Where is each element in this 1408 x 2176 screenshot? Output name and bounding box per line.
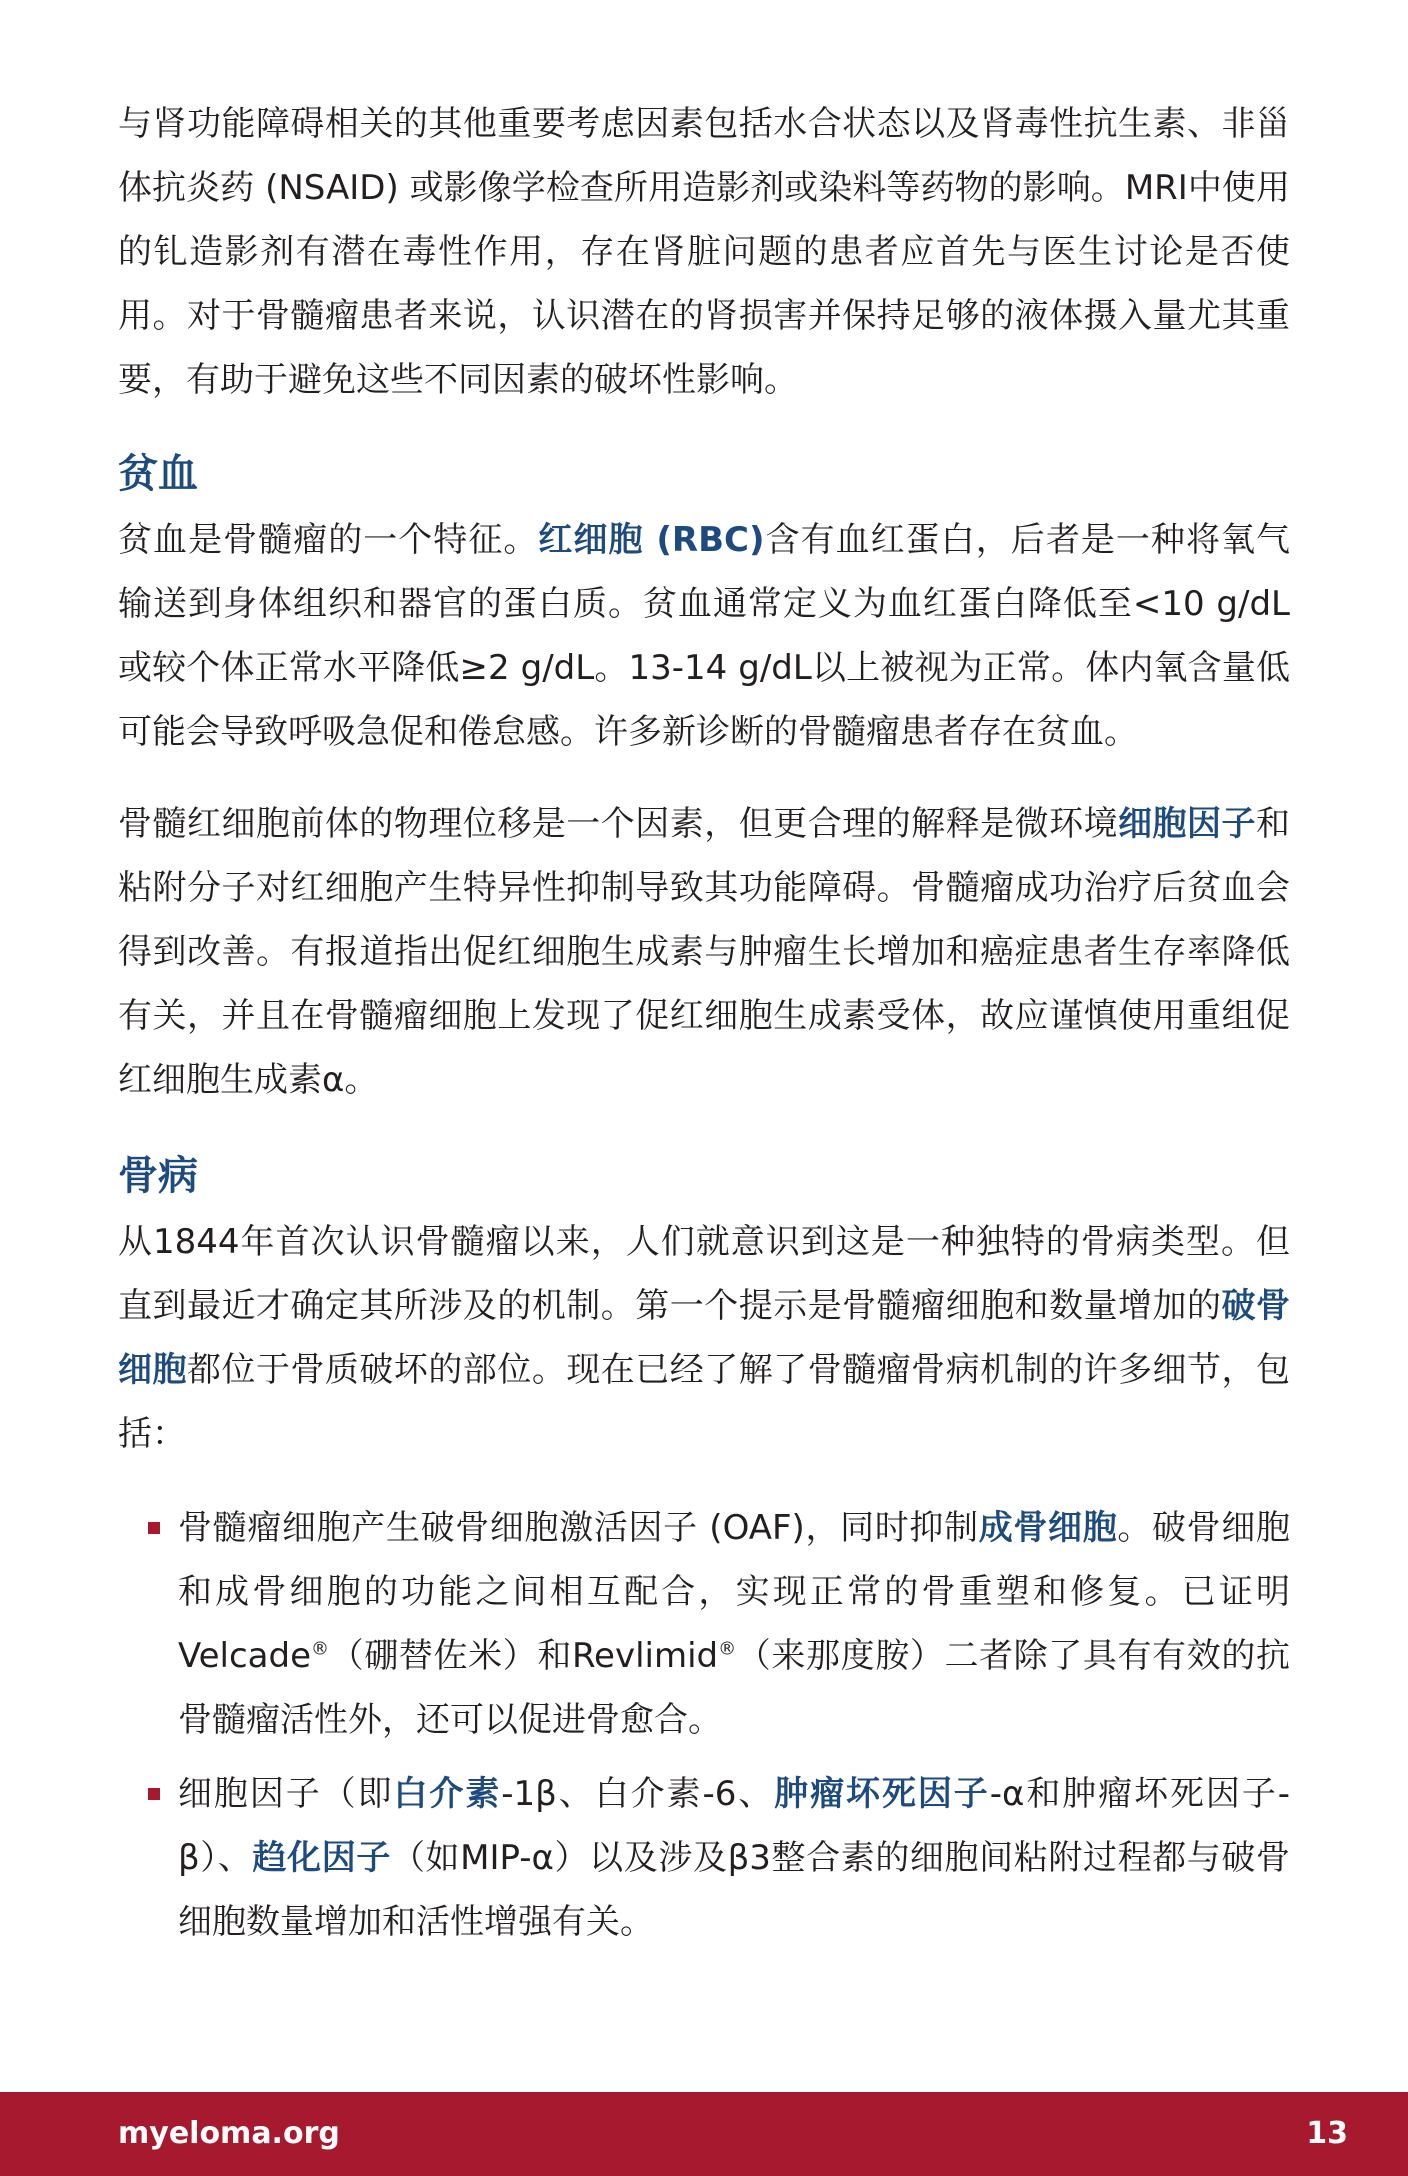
square-bullet-icon	[148, 1788, 160, 1800]
glossary-term-osteoclast[interactable]: 破骨细胞	[118, 1286, 1291, 1390]
page-content	[118, 92, 1290, 1954]
glossary-term-interleukin[interactable]: 白介素	[393, 1774, 502, 1814]
intro-paragraph: 与肾功能障碍相关的其他重要考虑因素包括水合状态以及肾毒性抗生素、非甾体抗炎药 (NSAID) 或影像学检查所用造影剂或染料等药物的影响。MRI中使用的钆造影剂有潜在毒性作用，存在肾脏问题的患者应首先与医生讨论是否使用。对于骨髓瘤患者来说，认识潜在的肾损害并保持足够的液体摄入量尤其重要，有助于避免这些不同因素的破坏性影响。	[118, 104, 1290, 400]
bone-paragraph-1: 从1844年首次认识骨髓瘤以来，人们就意识到这是一种独特的骨病类型。但直到最近才确定其所涉及的机制。第一个提示是骨髓瘤细胞和数量增加的破骨细胞都位于骨质破坏的部位。现在已经了解了骨髓瘤骨病机制的许多细节，包括：	[118, 1222, 1291, 1454]
glossary-term-osteoblast[interactable]: 成骨细胞	[978, 1508, 1118, 1548]
glossary-term-tnf[interactable]: 肿瘤坏死因子	[774, 1774, 990, 1814]
list-item: 细胞因子（即白介素-1β、白介素-6、肿瘤坏死因子-α和肿瘤坏死因子-β）、趋化因子（如MIP-α）以及涉及β3整合素的细胞间粘附过程都与破骨细胞数量增加和活性增强有关。	[178, 1762, 1290, 1954]
glossary-term-chemokine[interactable]: 趋化因子	[252, 1838, 391, 1878]
list-item: 骨髓瘤细胞产生破骨细胞激活因子 (OAF)，同时抑制成骨细胞。破骨细胞和成骨细胞的功能之间相互配合，实现正常的骨重塑和修复。已证明Velcade®（硼替佐米）和Revlimid®（来那度胺）二者除了具有有效的抗骨髓瘤活性外，还可以促进骨愈合。	[178, 1496, 1290, 1752]
registered-mark: ®	[311, 1638, 330, 1660]
footer-bar	[0, 2092, 1408, 2176]
anemia-paragraph-1: 贫血是骨髓瘤的一个特征。红细胞 (RBC)含有血红蛋白，后者是一种将氧气输送到身体组织和器官的蛋白质。贫血通常定义为血红蛋白降低至<10 g/dL或较个体正常水平降低≥2 g/dL。13-14 g/dL以上被视为正常。体内氧含量低可能会导致呼吸急促和倦怠感。许多新诊断的骨髓瘤患者存在贫血。	[118, 520, 1291, 752]
footer-website-link[interactable]: myeloma.org	[118, 2116, 340, 2151]
anemia-heading: 贫血	[118, 451, 198, 497]
square-bullet-icon	[148, 1522, 160, 1534]
registered-mark: ®	[718, 1638, 737, 1660]
bone-disease-heading: 骨病	[118, 1153, 198, 1199]
anemia-paragraph-2: 骨髓红细胞前体的物理位移是一个因素，但更合理的解释是微环境细胞因子和粘附分子对红细胞产生特异性抑制导致其功能障碍。骨髓瘤成功治疗后贫血会得到改善。有报道指出促红细胞生成素与肿瘤生长增加和癌症患者生存率降低有关，并且在骨髓瘤细胞上发现了促红细胞生成素受体，故应谨慎使用重组促红细胞生成素α。	[118, 804, 1291, 1100]
glossary-term-rbc[interactable]: 红细胞 (RBC)	[538, 520, 765, 560]
page-number: 13	[1306, 2116, 1348, 2151]
bone-mechanism-list	[118, 1496, 1290, 1954]
glossary-term-cytokine[interactable]: 细胞因子	[1118, 804, 1257, 844]
